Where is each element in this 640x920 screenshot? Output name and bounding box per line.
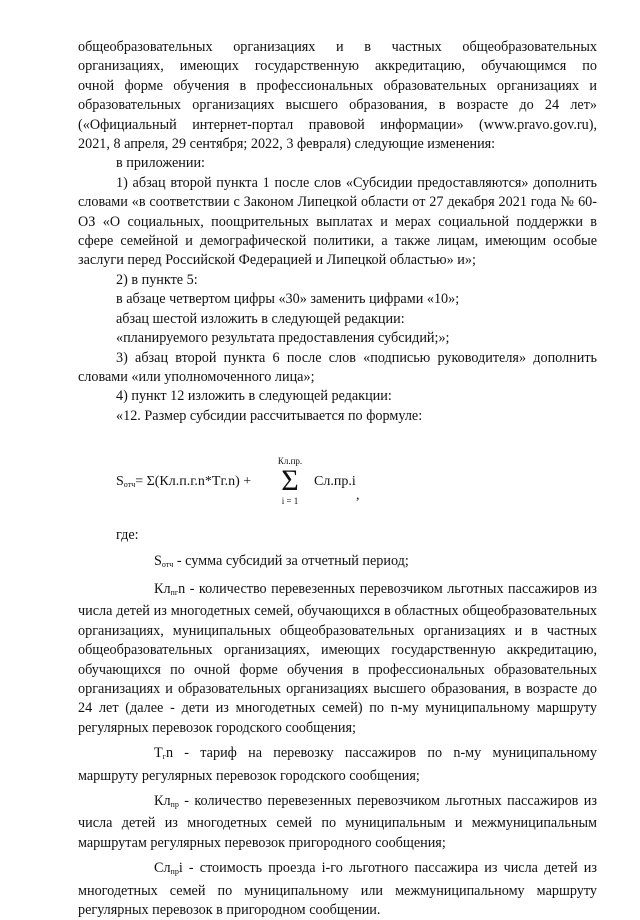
def-symbol [116, 580, 185, 602]
def-symbol [116, 792, 179, 814]
intro-line: организациях, имеющих государственную аккредитацию, обучающимся по [78, 58, 597, 75]
formula-sum [270, 456, 310, 506]
formula-right: Сл.пр.i [314, 474, 356, 490]
sum-lower-limit: i = 1 [281, 496, 299, 507]
definition-kl-pr [78, 792, 597, 853]
item-2: 2) в пункте 5: [116, 271, 198, 288]
def-symbol-main: Сл [154, 860, 171, 877]
def-symbol-sub: г [162, 752, 166, 762]
def-symbol-sub: пр [170, 800, 179, 809]
sum-upper-limit: Кл.пр. [277, 456, 303, 467]
item-2c: «планируемого результата предоставления субсидий;»; [116, 330, 450, 347]
def-symbol-main: S [154, 552, 162, 569]
formula-s: S [116, 474, 124, 490]
intro-line: очной форме обучения в профессиональных образовательных организациях и [78, 77, 597, 94]
intro-line: 2021, 8 апреля, 29 сентября; 2022, 3 февраля) следующие изменения: [78, 136, 496, 153]
def-symbol-main: Кл [154, 580, 171, 597]
def-text: - количество перевезенных перевозчиком льготных пассажиров из числа детей из многодетных семей по муниципальным и межмуниципальным маршрутам регулярных перевозок пригородного сообщения; [78, 793, 597, 851]
item-2b: абзац шестой изложить в следующей редакции: [116, 310, 405, 327]
document-page [78, 38, 597, 920]
def-symbol-sub: отч [161, 559, 174, 569]
definition-t-g [78, 744, 597, 786]
def-symbol-sub: пр [170, 867, 179, 877]
item-1: 1) абзац второй пункта 1 после слов «Субсидии предоставляются» дополнить словами «в соответствии с Законом Липецкой области от 27 декабря 2021 года № 60-ОЗ «О социальных, поощрительных выплатах и мерах социальной поддержки в сфере семейной и демографической политики, а также лицам, имеющим особые заслуги перед Российской Федерацией и Липецкой областью» и»; [78, 174, 597, 269]
def-symbol [116, 859, 183, 881]
def-text: - тариф на перевозку пассажиров по n-му муниципальному маршруту регулярных перевозок городского сообщения; [78, 745, 597, 784]
intro-line: образовательных организациях высшего образования, в возрасте до 24 лет» [78, 97, 597, 114]
formula-s-sub: отч [123, 480, 136, 490]
intro-line: общеобразовательных организациях и в частных общеобразовательных [78, 39, 597, 55]
in-appendix-text: в приложении: [116, 155, 205, 172]
def-symbol-main: Кл [154, 793, 171, 809]
def-symbol-tail: i [178, 860, 183, 877]
def-text: - сумма субсидий за отчетный период; [173, 552, 409, 569]
def-symbol-tail: n [178, 580, 186, 597]
sum-symbol: Σ [281, 464, 299, 498]
def-symbol-tail: n [165, 745, 174, 762]
def-symbol [116, 744, 173, 766]
definition-sl-pr [78, 859, 597, 920]
item-3: 3) абзац второй пункта 6 после слов «подписью руководителя» дополнить словами «или уполномоченного лица»; [78, 349, 597, 385]
where-label: где: [116, 527, 139, 544]
subsidy-formula [78, 434, 597, 520]
def-text: - количество перевезенных перевозчиком льготных пассажиров из числа детей из многодетных семей, обучающихся в областных общеобразовательных организациях, муниципальных общеобразовательных организациях и в частных общеобразовательных организациях, имеющих государственную аккредитацию, обучающихся по очной форме обучения в профессиональных образовательных организациях и образовательных организациях высшего образования, в возрасте до 24 лет (далее - дети из многодетных семей) по n-му муниципальному маршруту регулярных перевозок городского сообщения; [78, 580, 597, 736]
def-text: - стоимость проезда i-го льготного пассажира из числа детей из многодетных семей по муниципальному или межмуниципальному маршруту регулярных перевозок в пригородном сообщении. [78, 860, 597, 919]
item-4: 4) пункт 12 изложить в следующей редакции: [116, 388, 392, 405]
def-symbol-main: Т [154, 745, 163, 762]
formula-left [116, 472, 251, 494]
item-4a: «12. Размер субсидии рассчитывается по формуле: [116, 407, 423, 424]
intro-line: («Официальный интернет-портал правовой информации» (www.pravo.gov.ru), [78, 116, 597, 133]
formula-comma: , [356, 488, 360, 504]
definition-s-otch [78, 552, 597, 574]
item-2a: в абзаце четвертом цифры «30» заменить цифрами «10»; [116, 291, 460, 308]
formula-middle: = Σ(Кл.п.г.n*Тг.n) + [135, 474, 252, 490]
intro-paragraph [78, 38, 597, 154]
def-symbol [116, 552, 173, 574]
definition-kl-pg [78, 580, 597, 738]
def-symbol-sub: пг [170, 587, 179, 597]
